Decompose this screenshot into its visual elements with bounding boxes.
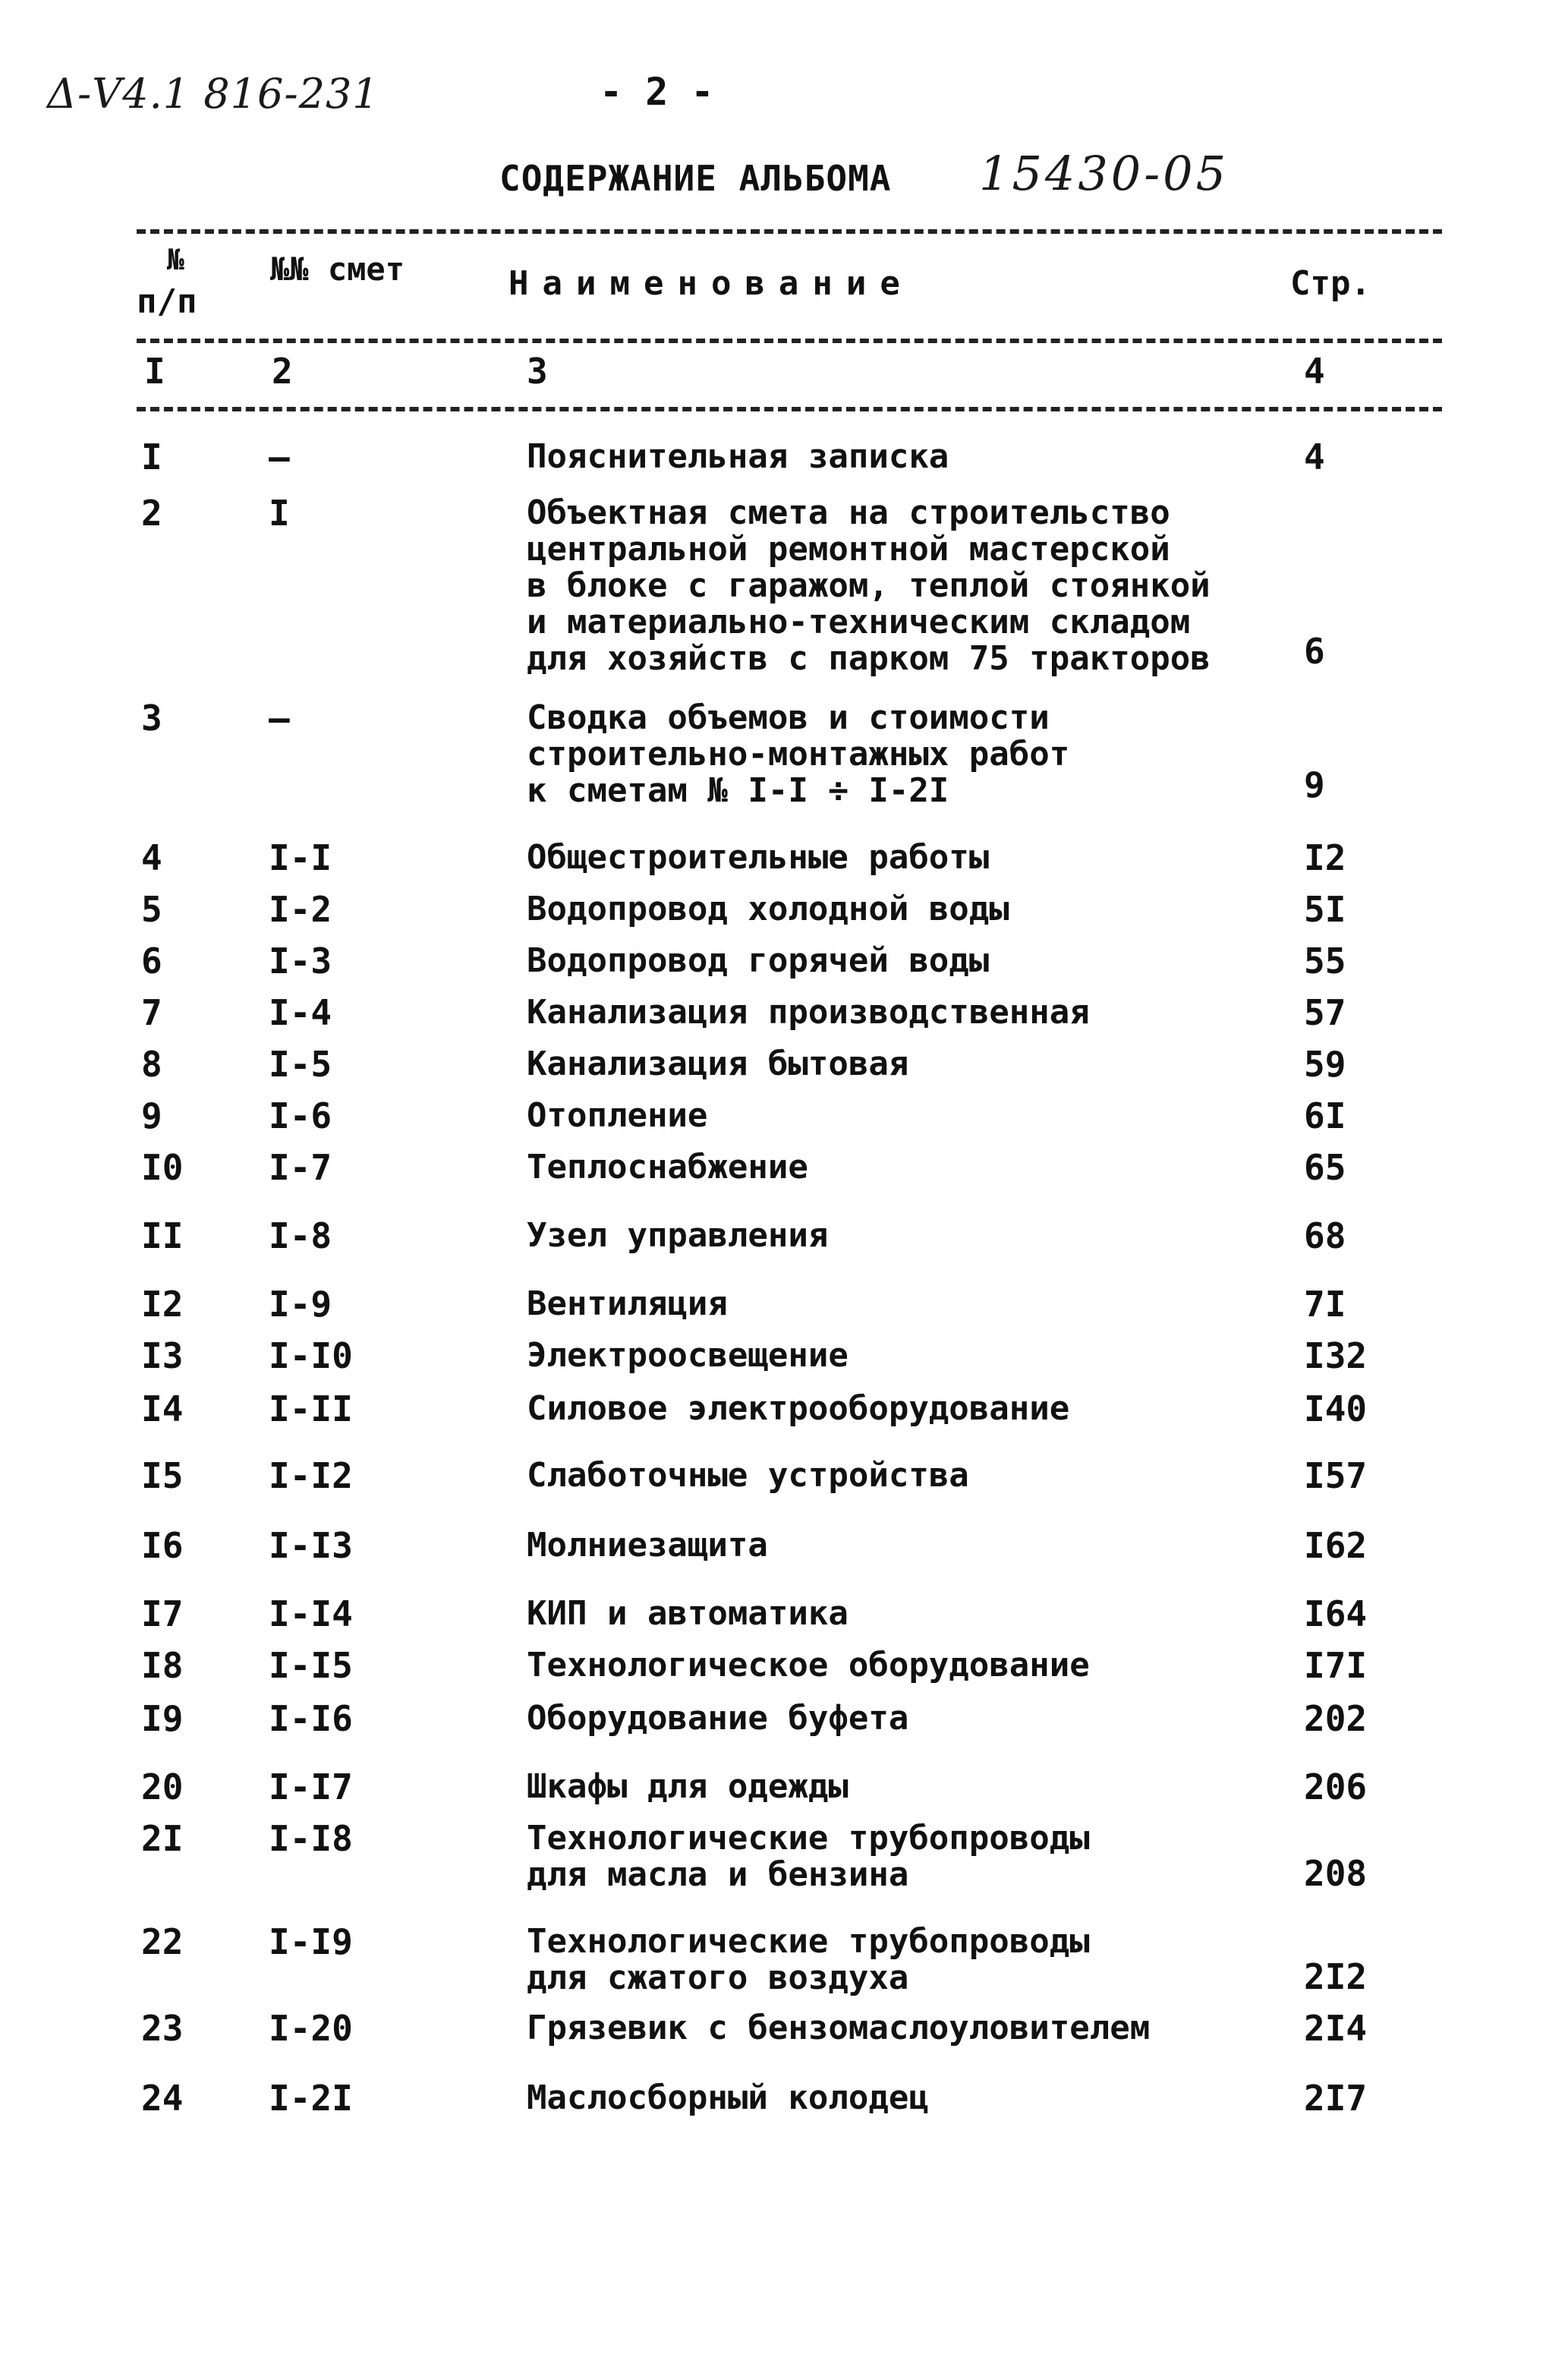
row-page: 55 <box>1304 941 1346 982</box>
row-number: 3 <box>141 698 162 739</box>
page-number: - 2 - <box>600 70 714 114</box>
row-name: Маслосборный колодец <box>527 2078 929 2117</box>
row-page: I40 <box>1304 1388 1368 1429</box>
column-number: I <box>144 351 165 392</box>
row-name: Вентиляция <box>527 1284 728 1323</box>
row-page: I32 <box>1304 1335 1368 1376</box>
row-name: Оборудование буфета <box>527 1699 909 1738</box>
row-name: Водопровод холодной воды <box>527 890 1009 928</box>
row-page: I57 <box>1304 1455 1368 1496</box>
row-name: Канализация бытовая <box>527 1045 909 1083</box>
row-estimate-code: – <box>269 698 290 739</box>
row-name: Силовое электрооборудование <box>527 1389 1070 1428</box>
row-number: I0 <box>141 1147 184 1188</box>
row-number: 2I <box>141 1818 184 1859</box>
row-name: Слаботочные устройства <box>527 1456 969 1495</box>
row-estimate-code: I-2 <box>269 889 332 930</box>
row-name: Молниезащита <box>527 1526 768 1565</box>
row-number: I8 <box>141 1645 184 1686</box>
header-number-sign: № <box>167 243 184 276</box>
row-page: 5I <box>1304 889 1346 930</box>
row-number: 23 <box>141 2008 184 2049</box>
row-page: 6I <box>1304 1095 1346 1136</box>
row-estimate-code: I-9 <box>269 1284 332 1325</box>
row-estimate-code: I-I <box>269 837 332 878</box>
row-page: 4 <box>1304 436 1325 477</box>
row-number: I4 <box>141 1388 184 1429</box>
row-number: 7 <box>141 992 162 1033</box>
row-page: 6 <box>1304 631 1325 672</box>
table-top-divider <box>137 229 1442 234</box>
row-name: Технологическое оборудование <box>527 1646 1090 1684</box>
row-estimate-code: I-I7 <box>269 1766 353 1807</box>
row-page: 202 <box>1304 1698 1368 1739</box>
header-page: Стр. <box>1290 264 1371 303</box>
row-name: Отопление <box>527 1096 708 1135</box>
column-number: 2 <box>272 351 293 392</box>
row-number: 2 <box>141 493 162 534</box>
row-name: Водопровод горячей воды <box>527 941 990 980</box>
row-estimate-code: I-I5 <box>269 1645 353 1686</box>
row-page: 206 <box>1304 1766 1368 1807</box>
row-estimate-code: I-5 <box>269 1044 332 1085</box>
row-estimate-code: I-4 <box>269 992 332 1033</box>
row-number: I <box>141 436 162 477</box>
row-number: I6 <box>141 1525 184 1566</box>
row-estimate-code: – <box>269 436 290 477</box>
row-number: I3 <box>141 1335 184 1376</box>
row-estimate-code: I-I3 <box>269 1525 353 1566</box>
row-estimate-code: I-I4 <box>269 1593 353 1634</box>
row-number: I5 <box>141 1455 184 1496</box>
row-estimate-code: I-2I <box>269 2078 353 2119</box>
row-name: Общестроительные работы <box>527 838 990 877</box>
row-estimate-code: I-8 <box>269 1215 332 1256</box>
row-name: Шкафы для одежды <box>527 1767 849 1806</box>
row-page: 7I <box>1304 1284 1346 1325</box>
row-name: Сводка объемов и стоимости строительно-монтажных работ к сметам № I-I ÷ I-2I <box>527 698 1070 810</box>
row-name: Объектная смета на строительство центральной ремонтной мастерской в блоке с гаражом, теплой стоянкой и материально-техническим складом для хозяйств с парком 75 тракторов <box>527 493 1211 678</box>
row-number: 5 <box>141 889 162 930</box>
row-page: 65 <box>1304 1147 1346 1188</box>
row-page: 2I4 <box>1304 2008 1368 2049</box>
column-number: 4 <box>1304 351 1325 392</box>
row-estimate-code: I-6 <box>269 1095 332 1136</box>
row-number: 9 <box>141 1095 162 1136</box>
row-number: I7 <box>141 1593 184 1634</box>
row-number: 20 <box>141 1766 184 1807</box>
handwritten-number: 15430-05 <box>979 146 1230 201</box>
row-page: 2I7 <box>1304 2078 1368 2119</box>
row-number: 6 <box>141 941 162 982</box>
row-page: I64 <box>1304 1593 1368 1634</box>
row-name: КИП и автоматика <box>527 1594 849 1633</box>
column-number-divider <box>137 407 1442 411</box>
row-page: 57 <box>1304 992 1346 1033</box>
row-estimate-code: I-I9 <box>269 1921 353 1962</box>
row-page: I62 <box>1304 1525 1368 1566</box>
row-name: Теплоснабжение <box>527 1148 808 1186</box>
row-name: Технологические трубопроводы для сжатого воздуха <box>527 1922 1090 1997</box>
row-estimate-code: I-I2 <box>269 1455 353 1496</box>
row-number: 8 <box>141 1044 162 1085</box>
row-estimate-code: I-7 <box>269 1147 332 1188</box>
row-number: I2 <box>141 1284 184 1325</box>
row-number: 4 <box>141 837 162 878</box>
row-estimate-code: I-I0 <box>269 1335 353 1376</box>
row-page: 208 <box>1304 1853 1368 1894</box>
header-item-number: п/п <box>137 282 197 321</box>
row-page: 59 <box>1304 1044 1346 1085</box>
row-name: Узел управления <box>527 1216 829 1255</box>
row-name: Канализация производственная <box>527 993 1090 1032</box>
row-page: 68 <box>1304 1215 1346 1256</box>
row-estimate-code: I-3 <box>269 941 332 982</box>
row-page: 2I2 <box>1304 1956 1368 1997</box>
row-number: 22 <box>141 1921 184 1962</box>
row-estimate-code: I-II <box>269 1388 353 1429</box>
row-name: Электроосвещение <box>527 1336 849 1375</box>
header-divider <box>137 339 1442 343</box>
row-name: Грязевик с бензомаслоуловителем <box>527 2009 1151 2047</box>
row-estimate-code: I-20 <box>269 2008 353 2049</box>
row-page: I2 <box>1304 837 1346 878</box>
row-name: Пояснительная записка <box>527 437 949 476</box>
row-estimate-code: I-I6 <box>269 1698 353 1739</box>
header-estimate-number: №№ смет <box>270 251 405 288</box>
row-number: I9 <box>141 1698 184 1739</box>
row-estimate-code: I <box>269 493 290 534</box>
row-page: 9 <box>1304 764 1325 805</box>
handwritten-code: Δ-V4.1 816-231 <box>47 70 379 118</box>
header-name: Наименование <box>508 264 914 303</box>
page-title: СОДЕРЖАНИЕ АЛЬБОМА <box>499 158 892 199</box>
row-number: II <box>141 1215 184 1256</box>
row-number: 24 <box>141 2078 184 2119</box>
column-number: 3 <box>527 351 548 392</box>
row-page: I7I <box>1304 1645 1368 1686</box>
row-estimate-code: I-I8 <box>269 1818 353 1859</box>
row-name: Технологические трубопроводы для масла и бензина <box>527 1819 1090 1894</box>
